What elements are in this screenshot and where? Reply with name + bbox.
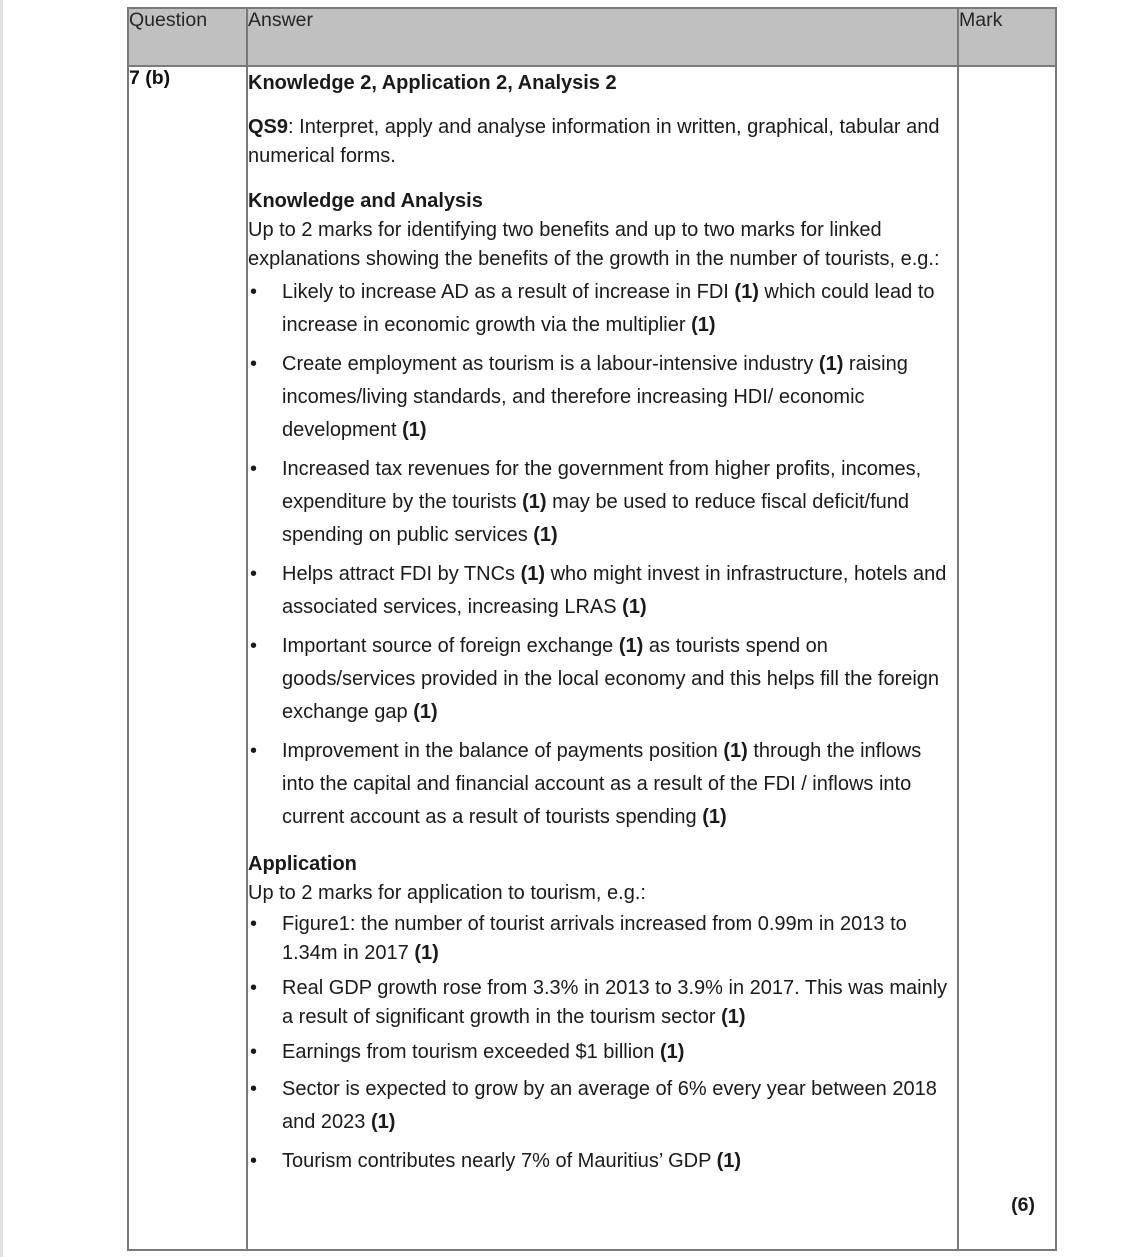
application-section <box>248 850 957 1178</box>
header-answer: Answer <box>247 8 958 66</box>
list-item: • Likely to increase AD as a result of increase in FDI (1) which could lead to increase in economic growth via the multiplier (1) <box>248 276 957 342</box>
mark-badge: (1) <box>370 1111 396 1133</box>
assessment-weighting: Knowledge 2, Application 2, Analysis 2 <box>248 72 617 94</box>
list-item: • Important source of foreign exchange (1) as tourists spend on goods/services provided in the local economy and this helps fill the foreign exchange gap (1) <box>248 630 957 729</box>
list-item: • Figure1: the number of tourist arrivals increased from 0.99m in 2013 to 1.34m in 2017 (1) <box>248 910 957 968</box>
mark-badge: (1) <box>659 1041 685 1063</box>
list-item: • Create employment as tourism is a labour-intensive industry (1) raising incomes/living standards, and therefore increasing HDI/ economic development (1) <box>248 348 957 447</box>
list-item: • Earnings from tourism exceeded $1 billion (1) <box>248 1038 957 1067</box>
knowledge-analysis-title: Knowledge and Analysis <box>248 190 483 212</box>
qs-statement <box>248 113 957 171</box>
total-mark: (6) <box>1011 1194 1035 1216</box>
header-question: Question <box>128 8 247 66</box>
mark-badge: (1) <box>818 353 844 375</box>
knowledge-analysis-intro: Up to 2 marks for identifying two benefits and up to two marks for linked explanations showing the benefits of the growth in the number of tourists, e.g.: <box>248 219 940 270</box>
mark-badge: (1) <box>734 281 759 303</box>
mark-badge: (1) <box>716 1150 742 1172</box>
mark-badge: (1) <box>622 596 647 618</box>
list-item: • Helps attract FDI by TNCs (1) who might invest in infrastructure, hotels and associated services, increasing LRAS (1) <box>248 558 957 624</box>
mark-cell <box>958 66 1056 1250</box>
list-item: • Tourism contributes nearly 7% of Mauritius’ GDP (1) <box>248 1145 957 1178</box>
mark-badge: (1) <box>414 942 439 964</box>
mark-badge: (1) <box>723 740 748 762</box>
application-intro: Up to 2 marks for application to tourism, e.g.: <box>248 882 646 904</box>
mark-badge: (1) <box>721 1006 746 1028</box>
header-mark: Mark <box>958 8 1056 66</box>
application-list <box>248 910 957 1178</box>
list-item: • Improvement in the balance of payments position (1) through the inflows into the capital and financial account as a result of the FDI / inflows into current account as a result of tourists spending (1) <box>248 735 957 834</box>
list-item: • Real GDP growth rose from 3.3% in 2013 to 3.9% in 2017. This was mainly a result of significant growth in the tourism sector (1) <box>248 974 957 1032</box>
header-row <box>128 8 1056 66</box>
knowledge-analysis-section <box>248 187 957 834</box>
mark-scheme-table <box>127 7 1057 1251</box>
list-item: • Sector is expected to grow by an average of 6% every year between 2018 and 2023 (1) <box>248 1073 957 1139</box>
mark-badge: (1) <box>691 314 716 336</box>
mark-badge: (1) <box>533 524 558 546</box>
qs-text: : Interpret, apply and analyse information in written, graphical, tabular and numerical forms. <box>248 116 940 167</box>
mark-badge: (1) <box>402 419 427 441</box>
mark-badge: (1) <box>618 635 644 657</box>
mark-badge: (1) <box>702 806 727 828</box>
qs-label: QS9 <box>248 116 289 138</box>
question-row <box>128 66 1056 1250</box>
mark-badge: (1) <box>522 491 547 513</box>
mark-badge: (1) <box>413 701 438 723</box>
application-title: Application <box>248 853 357 875</box>
knowledge-analysis-list <box>248 276 957 834</box>
page-edge-strip <box>0 0 3 1257</box>
mark-badge: (1) <box>520 563 546 585</box>
list-item: • Increased tax revenues for the government from higher profits, incomes, expenditure by the tourists (1) may be used to reduce fiscal deficit/fund spending on public services (1) <box>248 453 957 552</box>
question-number: 7 (b) <box>128 66 247 1250</box>
answer-cell <box>247 66 958 1250</box>
